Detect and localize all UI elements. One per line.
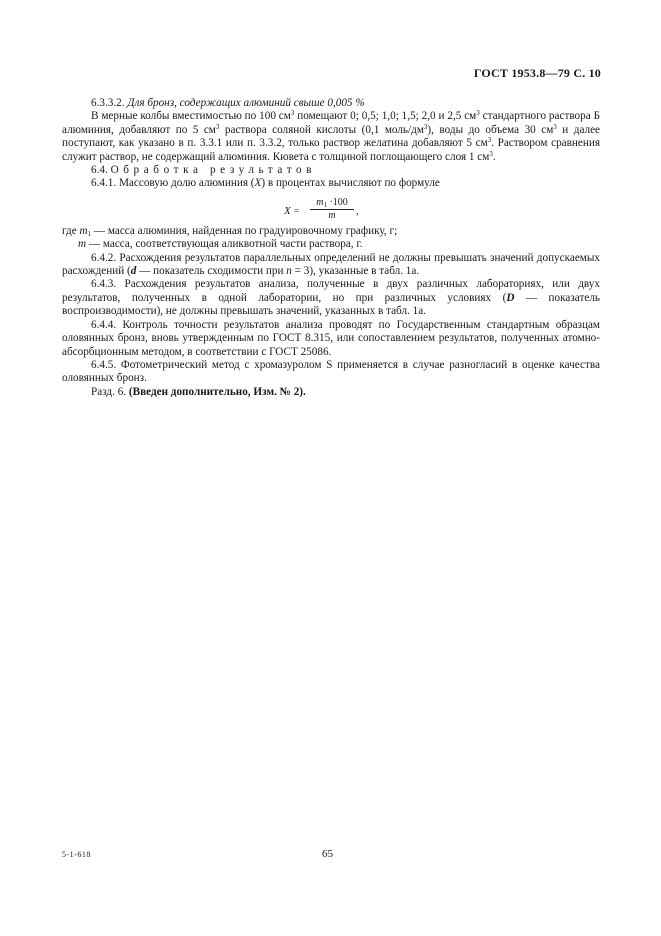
page-number: 65	[322, 848, 333, 860]
print-code: 5-1-618	[62, 850, 91, 859]
section-title: Для бронз, содержащих алюминий свыше 0,005 %	[127, 97, 365, 109]
formula-where-m1: где $m_1$ — масса алюминия, найденная по градуировочному графику, г;	[62, 224, 398, 238]
formula-denominator: m	[328, 209, 336, 221]
section-number: 6.4.	[91, 164, 108, 177]
page-header: ГОСТ 1953.8—79 С. 10	[473, 66, 601, 80]
formula-equals: =	[294, 205, 300, 216]
section-6-4-5-text: 6.4.5. Фотометрический метод с хромазуролом S применяется в случае разногласий в оценке качества оловянных бронз.	[62, 358, 600, 385]
section-6-4-3-text: 6.4.3. Расхождения результатов анализа, полученные в двух различных лабораториях, или двух результатов, полученных в одной лаборатории, но при различных условиях (D — показатель воспроизводимости), не должны превышать значений, указанных в табл. 1а.	[62, 278, 601, 318]
section-6-3-3-2-heading	[62, 97, 600, 110]
document-body	[62, 97, 600, 399]
section-6-4-4-text: 6.4.4. Контроль точности результатов анализа проводят по Государственным стандартным образцам оловянных бронз, вновь утвержденным по ГОСТ 8.315, или сопоставлением результатов, полученных атомно-абсорбционным методом, в соответствии с ГОСТ 25086.	[62, 318, 600, 358]
amendment-note: Разд. 6. (Введен дополнительно, Изм. № 2).	[91, 385, 306, 398]
formula-comma: ,	[356, 204, 359, 217]
section-6-4-2-text: 6.4.2. Расхождения результатов параллельных определений не должны превышать значений допускаемых расхождений (d — показатель сходимости при n = 3), указанные в табл. 1а.	[62, 251, 600, 278]
section-6-4-1-text: 6.4.1. Массовую долю алюминия (X) в процентах вычисляют по формуле	[91, 177, 440, 190]
formula-numerator: $m_1 \cdot 100$	[310, 197, 354, 210]
formula-fraction	[310, 197, 354, 222]
mass-fraction-formula	[62, 197, 600, 223]
formula-lhs: X	[284, 204, 291, 217]
section-title: Обработка результатов	[110, 164, 317, 177]
section-6-3-3-2-text: В мерные колбы вместимостью по 100 $см^3$ помещают 0; 0,5; 1,0; 1,5; 2,0 и 2,5 $см^3$ стандартного раствора Б алюминия, добавляют по 5 $см^3$ раствора соляной кислоты (0,1 моль/$дм^3$), воды до объема 30 $см^3$ и далее поступают, как указано в п. 3.3.1 или п. 3.3.2, только раствор желатина добавляют 5 $см^3$. Раствором сравнения служит раствор, не содержащий алюминия. Кювета с толщиной поглощающего слоя 1 $см^3$.	[62, 109, 601, 163]
formula-where-m: m — масса, соответствующая аликвотной части раствора, г.	[78, 238, 363, 251]
section-6-4-heading	[62, 164, 600, 177]
section-number: 6.3.3.2.	[91, 97, 125, 109]
